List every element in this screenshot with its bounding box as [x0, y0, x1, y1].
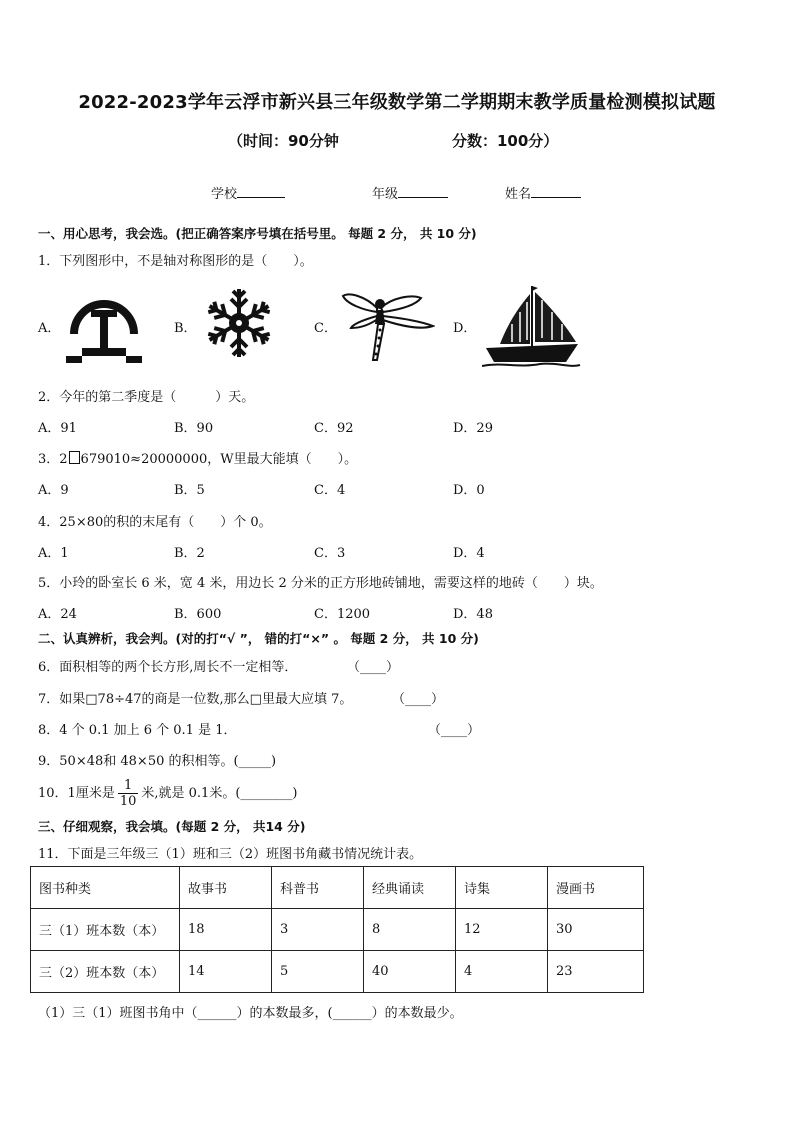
table-cell: 30	[548, 909, 644, 951]
book-stats-table	[30, 866, 644, 993]
name-field[interactable]	[505, 183, 581, 202]
table-cell: 8	[364, 909, 456, 951]
q5-option-d[interactable]: D．48	[453, 607, 493, 622]
fraction-one-tenth	[118, 778, 139, 809]
name-blank[interactable]	[531, 197, 581, 198]
snowflake-icon	[201, 284, 277, 362]
name-label: 姓名	[505, 187, 532, 202]
dragonfly-icon	[341, 290, 435, 362]
table-cell: 18	[180, 909, 272, 951]
q2-option-a[interactable]: A．91	[38, 421, 77, 436]
table-cell: 三（1）班本数（本）	[31, 909, 180, 951]
question-5: 5．小玲的卧室长 6 米，宽 4 米，用边长 2 分米的正方形地砖铺地，需要这样的地砖（ ）块。	[38, 576, 603, 591]
question-3	[38, 448, 357, 467]
q3-text-post: 679010≈20000000，W里最大能填（ ）。	[80, 452, 358, 467]
table-cell: 3	[272, 909, 364, 951]
page-title: 2022-2023学年云浮市新兴县三年级数学第二学期期末教学质量检测模拟试题	[78, 92, 716, 113]
question-10[interactable]	[38, 778, 297, 809]
fraction-denominator: 10	[119, 794, 137, 809]
q3-option-b[interactable]: B．5	[174, 483, 205, 498]
fraction-numerator: 1	[118, 778, 139, 794]
table-cell: 4	[456, 951, 548, 993]
grade-label: 年级	[372, 187, 399, 202]
question-7: 7．如果□78÷47的商是一位数,那么□里最大应填 7。	[38, 692, 353, 707]
school-blank[interactable]	[237, 197, 285, 198]
grade-blank[interactable]	[398, 197, 448, 198]
q1-option-b-label: B．	[174, 321, 197, 336]
q5-option-b[interactable]: B．600	[174, 607, 222, 622]
table-header-cell: 诗集	[456, 867, 548, 909]
table-header-cell: 图书种类	[31, 867, 180, 909]
table-header-row	[31, 867, 644, 909]
q4-option-d[interactable]: D．4	[453, 546, 485, 561]
q5-option-c[interactable]: C．1200	[314, 607, 371, 622]
exam-time: （时间：90分钟	[228, 132, 339, 150]
q6-answer-blank[interactable]: （____）	[347, 660, 400, 675]
q7-answer-blank[interactable]: （____）	[392, 692, 445, 707]
question-6: 6．面积相等的两个长方形,周长不一定相等．	[38, 660, 298, 675]
q4-option-b[interactable]: B．2	[174, 546, 205, 561]
q3-option-d[interactable]: D．0	[453, 483, 485, 498]
q1-option-a-label: A．	[38, 321, 61, 336]
table-row	[31, 909, 644, 951]
table-cell: 40	[364, 951, 456, 993]
table-header-cell: 经典诵读	[364, 867, 456, 909]
table-header-cell: 漫画书	[548, 867, 644, 909]
question-9[interactable]: 9．50×48和 48×50 的积相等。(_____)	[38, 754, 277, 769]
section-3-heading: 三、仔细观察，我会填。(每题 2 分， 共14 分)	[38, 819, 306, 834]
q1-option-d-label: D．	[453, 321, 477, 336]
sailboat-icon	[480, 282, 582, 370]
question-8: 8．4 个 0.1 加上 6 个 0.1 是 1．	[38, 723, 237, 738]
q3-text-pre: 3．2	[38, 452, 68, 467]
school-label: 学校	[211, 187, 238, 202]
q2-option-b[interactable]: B．90	[174, 421, 214, 436]
table-cell: 12	[456, 909, 548, 951]
question-1: 1．下列图形中，不是轴对称图形的是（ ）。	[38, 254, 313, 269]
table-cell: 14	[180, 951, 272, 993]
gong-symbol-icon	[66, 290, 142, 364]
question-11-sub-1[interactable]: （1）三（1）班图书角中（______）的本数最多，(______）的本数最少。	[38, 1006, 463, 1021]
exam-score: 分数：100分）	[452, 132, 559, 150]
question-4: 4．25×80的积的末尾有（ ）个 0。	[38, 515, 272, 530]
table-header-cell: 故事书	[180, 867, 272, 909]
q2-option-c[interactable]: C．92	[314, 421, 354, 436]
q10-text-pre: 10．1厘米是	[38, 786, 115, 801]
table-cell: 三（2）班本数（本）	[31, 951, 180, 993]
question-2: 2．今年的第二季度是（ ）天。	[38, 390, 255, 405]
q5-option-a[interactable]: A．24	[38, 607, 77, 622]
q1-option-c-label: C．	[314, 321, 337, 336]
square-box-icon	[69, 451, 80, 464]
school-field[interactable]	[211, 183, 285, 202]
q3-option-a[interactable]: A．9	[38, 483, 69, 498]
section-2-heading: 二、认真辨析，我会判。(对的打“√ ”， 错的打“×” 。 每题 2 分， 共 10 分)	[38, 631, 479, 646]
q4-option-a[interactable]: A．1	[38, 546, 69, 561]
q8-answer-blank[interactable]: （____）	[428, 723, 481, 738]
question-11: 11．下面是三年级三（1）班和三（2）班图书角藏书情况统计表。	[38, 847, 423, 862]
table-row	[31, 951, 644, 993]
table-cell: 23	[548, 951, 644, 993]
table-header-cell: 科普书	[272, 867, 364, 909]
q4-option-c[interactable]: C．3	[314, 546, 346, 561]
section-1-heading: 一、用心思考，我会选。(把正确答案序号填在括号里。 每题 2 分， 共 10 分)	[38, 226, 477, 241]
q10-text-post: 米,就是 0.1米。(________)	[141, 786, 298, 801]
q2-option-d[interactable]: D．29	[453, 421, 493, 436]
table-cell: 5	[272, 951, 364, 993]
grade-field[interactable]	[372, 183, 448, 202]
q3-option-c[interactable]: C．4	[314, 483, 346, 498]
